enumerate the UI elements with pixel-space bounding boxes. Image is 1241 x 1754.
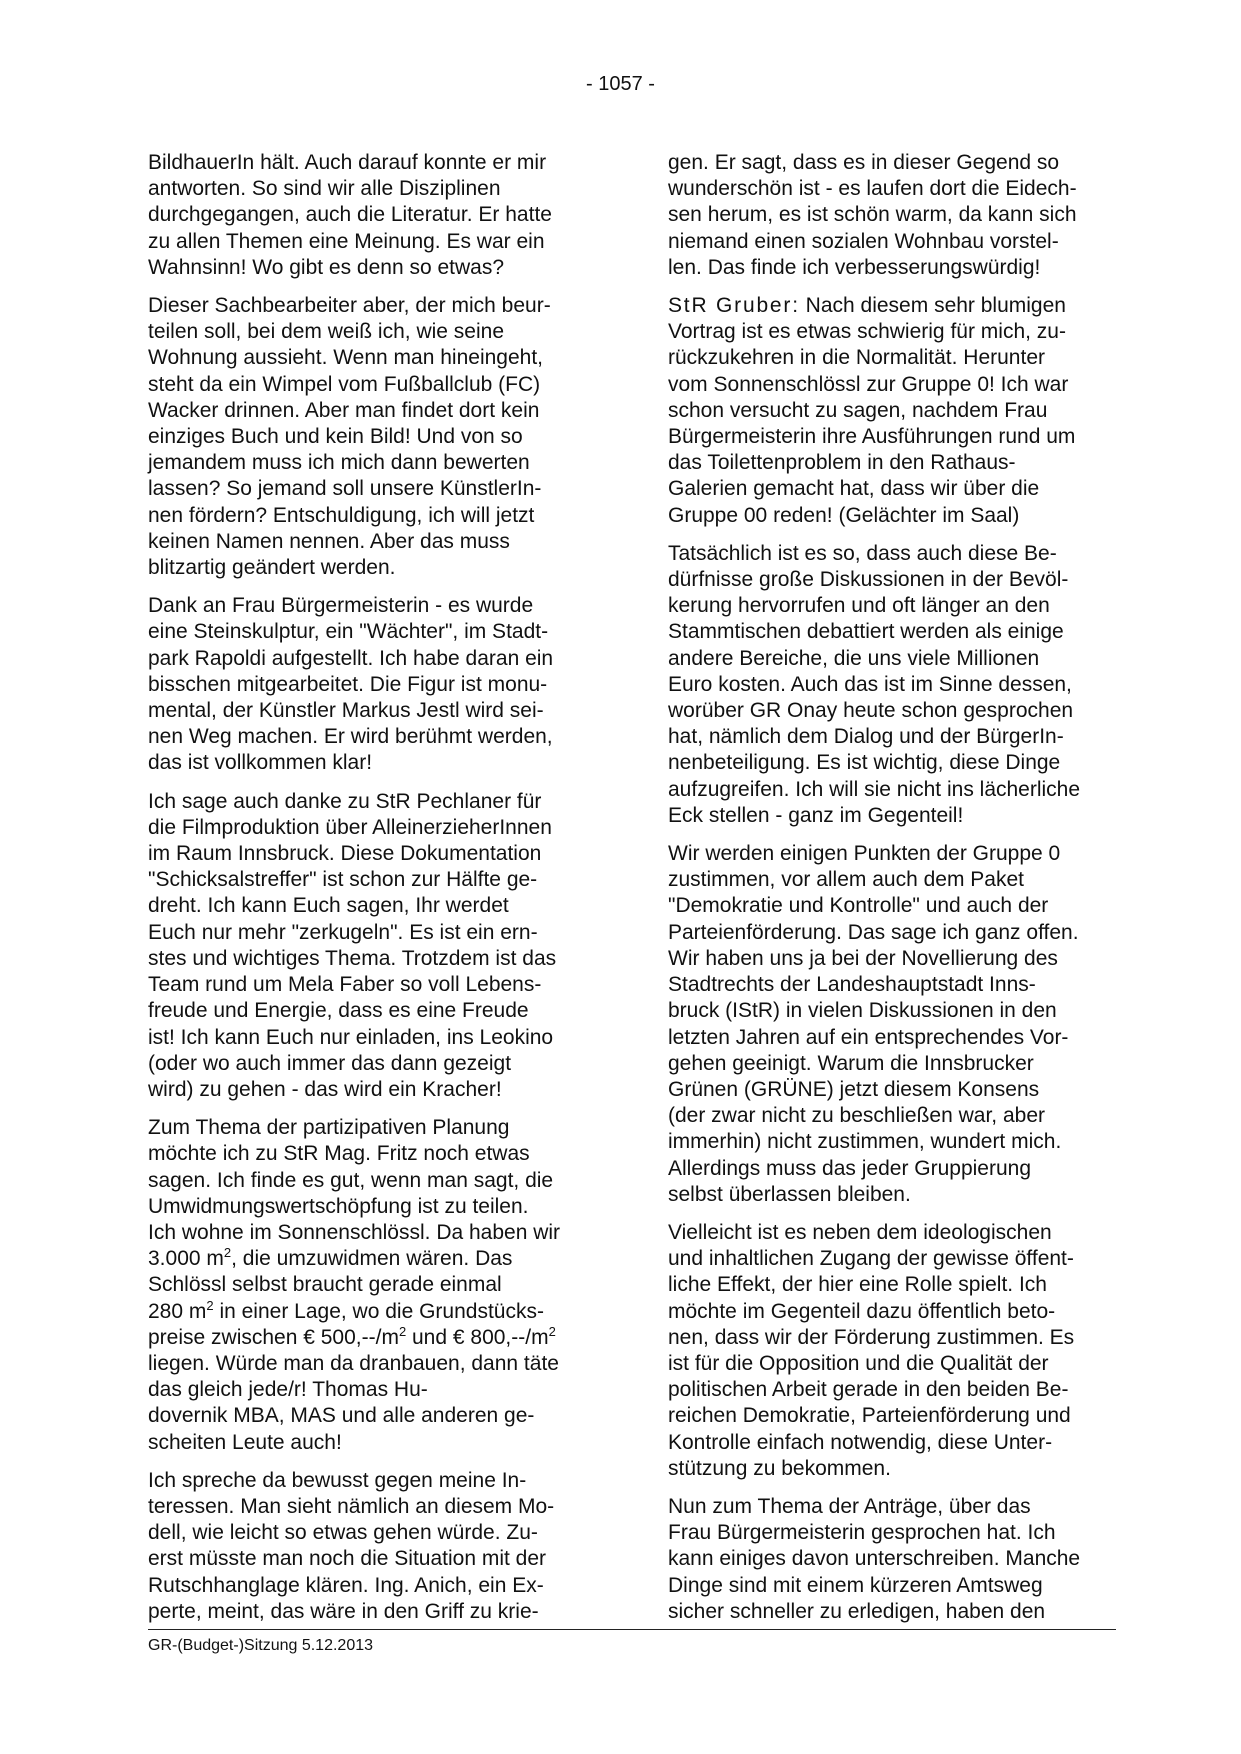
left-paragraph-6: Ich spreche da bewusst gegen meine In- teressen. Man sieht nämlich an diesem Mo- dell, wie leicht so etwas gehen würde. Zu- erst müsste man noch die Situation mit der Rutschhanglage klären. Ing. Anich, ein Ex- perte, meint, das wäre in den Griff zu krie- [148,1468,555,1623]
right-paragraph-4: Wir werden einigen Punkten der Gruppe 0 zustimmen, vor allem auch dem Paket "Demokratie und Kontrolle" und auch der Parteienförderung. Das sage ich ganz offen. Wir haben uns ja bei der Novellierung des Stadtrechts der Landeshauptstadt Inns- bruck (IStR) in vielen Diskussionen in den letzten Jahren auf ein entsprechendes Vor- gehen geeinigt. Warum die Innsbrucker Grünen (GRÜNE) jetzt diesem Konsens (der zwar nicht zu beschließen war, aber immerhin) nicht zustimmen, wundert mich. Allerdings muss das jeder Gruppierung selbst überlassen bleiben. [668,842,1079,1206]
p5-text-2: , die umzuwidmen wären. Das Schlössl selbst braucht gerade einmal 280 m [148,1247,513,1323]
right-paragraph-1: gen. Er sagt, dass es in dieser Gegend so wunderschön ist - es laufen dort die Eidech- sen herum, es ist schön warm, da kann sich niemand einen sozialen Wohnbau vorstel- len. Das finde ich verbesserungswürdig! [668,151,1077,279]
left-paragraph-2: Dieser Sachbearbeiter aber, der mich beur- teilen soll, bei dem weiß ich, wie seine Wohnung aussieht. Wenn man hineingeht, steht da ein Wimpel vom Fußballclub (FC) Wacker drinnen. Aber man findet dort kein einziges Buch und kein Bild! Und von so jemandem muss ich mich dann bewerten lassen? So jemand soll unsere KünstlerIn- nen fördern? Entschuldigung, ich will jetzt keinen Namen nennen. Aber das muss blitzartig geändert werden. [148,294,551,580]
p5-text-5: liegen. Würde man da dranbauen, dann täte das gleich jede/r! Thomas Hu- dovernik MBA, MAS und alle anderen ge- scheiten Leute auch! [148,1351,559,1454]
left-paragraph-5 [148,1115,588,1456]
page-number: - 1057 - [586,73,655,95]
p5-text-3: in einer Lage, wo die Grundstücks- preise zwischen € 500,--/m [148,1299,544,1349]
speaker-name: StR Gruber: [668,294,800,318]
footer-divider [148,1629,1116,1630]
p5-text-1: Zum Thema der partizipativen Planung möchte ich zu StR Mag. Fritz noch etwas sagen. Ich finde es gut, wenn man sagt, die Umwidmungswertschöpfung ist zu teilen. Ich wohne im Sonnenschlössl. Da haben wir 3.000 m [148,1116,561,1271]
right-paragraph-3: Tatsächlich ist es so, dass auch diese Be- dürfnisse große Diskussionen in der Bevöl- kerung hervorrufen und oft länger an den Stammtischen debattiert werden als einige andere Bereiche, die uns viele Millionen Euro kosten. Auch das ist im Sinne dessen, worüber GR Onay heute schon gesprochen hat, nämlich dem Dialog und der BürgerIn- nenbeteiligung. Es ist wichtig, diese Dinge aufzugreifen. Ich will sie nicht ins lächerliche Eck stellen - ganz im Gegenteil! [668,541,1081,827]
right-paragraph-2 [668,293,1108,529]
left-column [148,150,588,1637]
right-column [668,150,1108,1637]
superscript-2: 2 [223,1245,232,1261]
left-paragraph-3: Dank an Frau Bürgermeisterin - es wurde eine Steinskulptur, ein "Wächter", im Stadt- park Rapoldi aufgestellt. Ich habe daran ein bisschen mitgearbeitet. Die Figur ist monu- mental, der Künstler Markus Jestl wird sei- nen Weg machen. Er wird berühmt werden, das ist vollkommen klar! [148,594,554,775]
left-paragraph-1: BildhauerIn hält. Auch darauf konnte er mir antworten. So sind wir alle Disziplinen durchgegangen, auch die Literatur. Er hatte zu allen Themen eine Meinung. Es war ein Wahnsinn! Wo gibt es denn so etwas? [148,151,552,279]
superscript-2: 2 [548,1323,556,1339]
superscript-2: 2 [206,1297,214,1313]
superscript-2: 2 [398,1323,407,1339]
footer-session-label: GR-(Budget-)Sitzung 5.12.2013 [148,1637,374,1654]
right-paragraph-6: Nun zum Thema der Anträge, über das Frau Bürgermeisterin gesprochen hat. Ich kann einiges davon unterschreiben. Manche Dinge sind mit einem kürzeren Amtsweg sicher schneller zu erledigen, haben den [668,1494,1081,1623]
p5-text-4: und € 800,--/m [406,1325,549,1349]
right-paragraph-2-text: Nach diesem sehr blumigen Vortrag ist es etwas schwierig für mich, zu- rückzukehren in die Normalität. Herunter vom Sonnenschlössl zur Gruppe 0! Ich war schon versucht zu sagen, nachdem Frau Bürgermeisterin ihre Ausführungen rund um das Toilettenproblem in den Rathaus- Galerien gemacht hat, dass wir über die Gruppe 00 reden! (Gelächter im Saal) [668,294,1076,527]
right-paragraph-5: Vielleicht ist es neben dem ideologischen und inhaltlichen Zugang der gewisse öffent- liche Effekt, der hier eine Rolle spielt. Ich möchte im Gegenteil dazu öffentlich beto- nen, dass wir der Förderung zustimmen. Es ist für die Opposition und die Qualität der politischen Arbeit gerade in den beiden Be- reichen Demokratie, Parteienförderung und Kontrolle einfach notwendig, diese Unter- stützung zu bekommen. [668,1220,1075,1480]
left-paragraph-4: Ich sage auch danke zu StR Pechlaner für die Filmproduktion über AlleinerzieherInnen im Raum Innsbruck. Diese Dokumentation "Schicksalstreffer" ist schon zur Hälfte ge- dreht. Ich kann Euch sagen, Ihr werdet Euch nur mehr "zerkugeln". Es ist ein ern- stes und wichtiges Thema. Trotzdem ist das Team rund um Mela Faber so voll Lebens- freude und Energie, dass es eine Freude ist! Ich kann Euch nur einladen, ins Leokino (oder wo auch immer das dann gezeigt wird) zu gehen - das wird ein Kracher! [148,789,557,1101]
